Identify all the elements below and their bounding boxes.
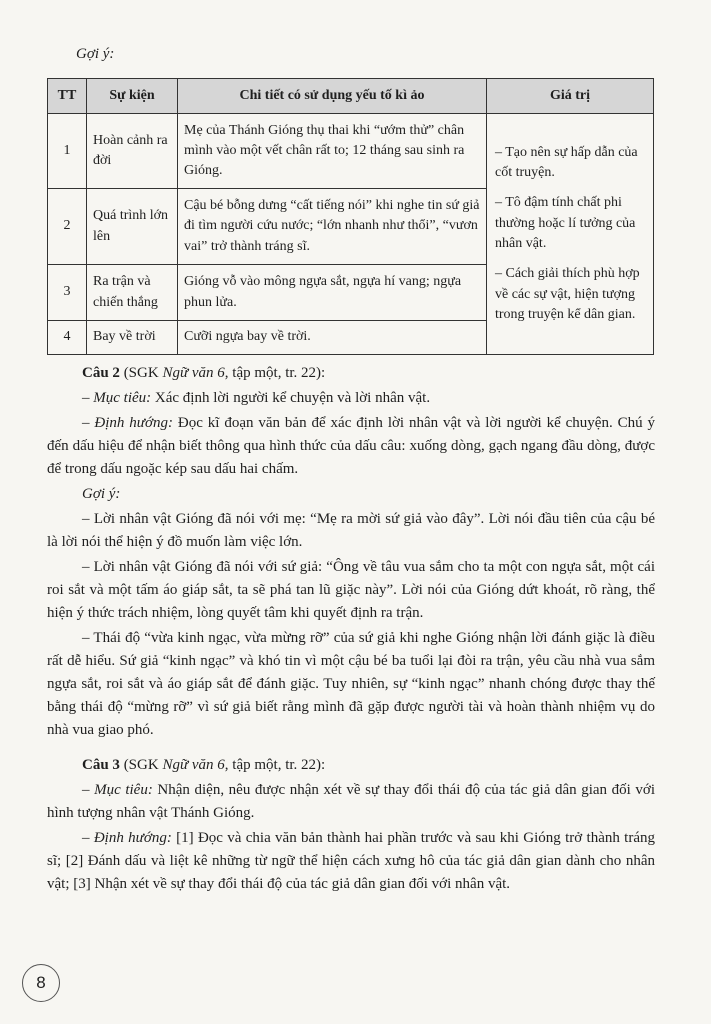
paragraph: – Lời nhân vật Gióng đã nói với sứ giả: “Ông về tâu vua sắm cho ta một con ngựa sắt, một cái roi sắt và một tấm áo giáp sắt, ta sẽ phá tan lũ giặc này”. Lời nói của Gióng dứt khoát, rõ ràng, thể hiện ý thức trách nhiệm, lòng quyết tâm khi quyết định ra trận. [47, 559, 655, 621]
paragraph: – Lời nhân vật Gióng đã nói với mẹ: “Mẹ ra mời sứ giả vào đây”. Lời nói đầu tiên của cậu bé là lời nói thể hiện ý đồ muốn làm việc lớn. [47, 511, 655, 550]
row-event: Ra trận và chiến thắng [87, 265, 178, 321]
row-detail: Cưỡi ngựa bay về trời. [178, 321, 487, 355]
ref-text: , tập một, tr. 22): [224, 757, 326, 773]
orientation-text: Đọc kĩ đoạn văn bản để xác định lời nhân vật và lời người kể chuyện. Chú ý đến dấu hiệu để nhận biết thông qua hình thức của dấu câu: xuống dòng, gạch ngang đầu dòng, được để trong dấu ngoặc kép sau dấu hai chấm. [47, 415, 656, 477]
objective-text: Nhận diện, nêu được nhận xét về sự thay đổi thái độ của tác giả dân gian đối với hình tượng nhân vật Thánh Gióng. [47, 782, 655, 821]
objective-text: Xác định lời người kể chuyện và lời nhân vật. [151, 390, 431, 406]
table-header-row [48, 79, 654, 114]
ref-text: (SGK [123, 757, 163, 773]
row-detail: Mẹ của Thánh Gióng thụ thai khi “ướm thử” chân mình vào một vết chân rất to; 12 tháng sau sinh ra Gióng. [178, 114, 487, 189]
table-row [48, 114, 654, 189]
row-detail: Gióng vỗ vào mông ngựa sắt, ngựa hí vang; ngựa phun lửa. [178, 265, 487, 321]
orientation-label: – Định hướng: [82, 415, 173, 431]
orientation [47, 827, 655, 896]
row-detail: Cậu bé bỗng dưng “cất tiếng nói” khi nghe tin sứ giả đi tìm người cứu nước; “lớn nhanh như thổi”, “vươn vai” trở thành tráng sĩ. [178, 189, 487, 265]
events-table [47, 78, 654, 355]
header-event: Sự kiện [87, 79, 178, 114]
hint-heading: Gợi ý: [82, 486, 121, 502]
value-line: – Cách giải thích phù hợp về các sự vật, hiện tượng trong truyện kể dân gian. [495, 266, 640, 322]
objective [47, 779, 655, 825]
paragraph: – Thái độ “vừa kinh ngạc, vừa mừng rỡ” của sứ giả khi nghe Gióng nhận lời đánh giặc là điều rất dễ hiểu. Sứ giả “kinh ngạc” và khó tin vì một cậu bé ba tuổi lại đòi ra trận, yêu cầu nhà vua sắm ngựa sắt, roi sắt và áo giáp sắt để đánh giặc. Tuy nhiên, sự “kinh ngạc” nhanh chóng được thay thế bằng thái độ “mừng rỡ” vì sứ giả biết rằng mình đã gặp được người tài và hoàn thành nhiệm vụ do nhà vua giao phó. [47, 630, 655, 738]
hint-heading: Gợi ý: [76, 46, 115, 62]
objective-label: – Mục tiêu: [82, 390, 152, 406]
ref-book: Ngữ văn 6 [162, 365, 225, 381]
row-number: 4 [48, 321, 87, 355]
objective [47, 387, 655, 410]
value-line: – Tạo nên sự hấp dẫn của cốt truyện. [495, 144, 638, 181]
orientation [47, 412, 655, 481]
orientation-label: – Định hướng: [82, 830, 172, 846]
header-value: Giá trị [487, 79, 654, 114]
row-event: Hoàn cảnh ra đời [87, 114, 178, 189]
row-event: Quá trình lớn lên [87, 189, 178, 265]
row-number: 1 [48, 114, 87, 189]
question-label: Câu 2 [82, 365, 120, 381]
ref-text: (SGK [123, 365, 163, 381]
row-number: 2 [48, 189, 87, 265]
value-line: – Tô đậm tính chất phi thường hoặc lí tưởng của nhân vật. [495, 195, 636, 251]
page-number: 8 [22, 964, 60, 1002]
body-text [47, 362, 655, 898]
header-tt: TT [48, 79, 87, 114]
row-number: 3 [48, 265, 87, 321]
question-2-heading [82, 362, 655, 385]
value-cell [487, 114, 654, 355]
ref-text: , tập một, tr. 22): [224, 365, 326, 381]
header-detail: Chi tiết có sử dụng yếu tố kì ảo [178, 79, 487, 114]
row-event: Bay về trời [87, 321, 178, 355]
orientation-text: [1] Đọc và chia văn bản thành hai phần trước và sau khi Gióng trở thành tráng sĩ; [2] Đánh dấu và liệt kê những từ ngữ thể hiện cách xưng hô của tác giả dân gian dành cho nhân vật; [3] Nhận xét về sự thay đổi thái độ của tác giả dân gian đối với nhân vật. [47, 830, 655, 892]
question-3-heading [82, 754, 655, 777]
ref-book: Ngữ văn 6 [162, 757, 225, 773]
question-label: Câu 3 [82, 757, 120, 773]
objective-label: – Mục tiêu: [82, 782, 153, 798]
